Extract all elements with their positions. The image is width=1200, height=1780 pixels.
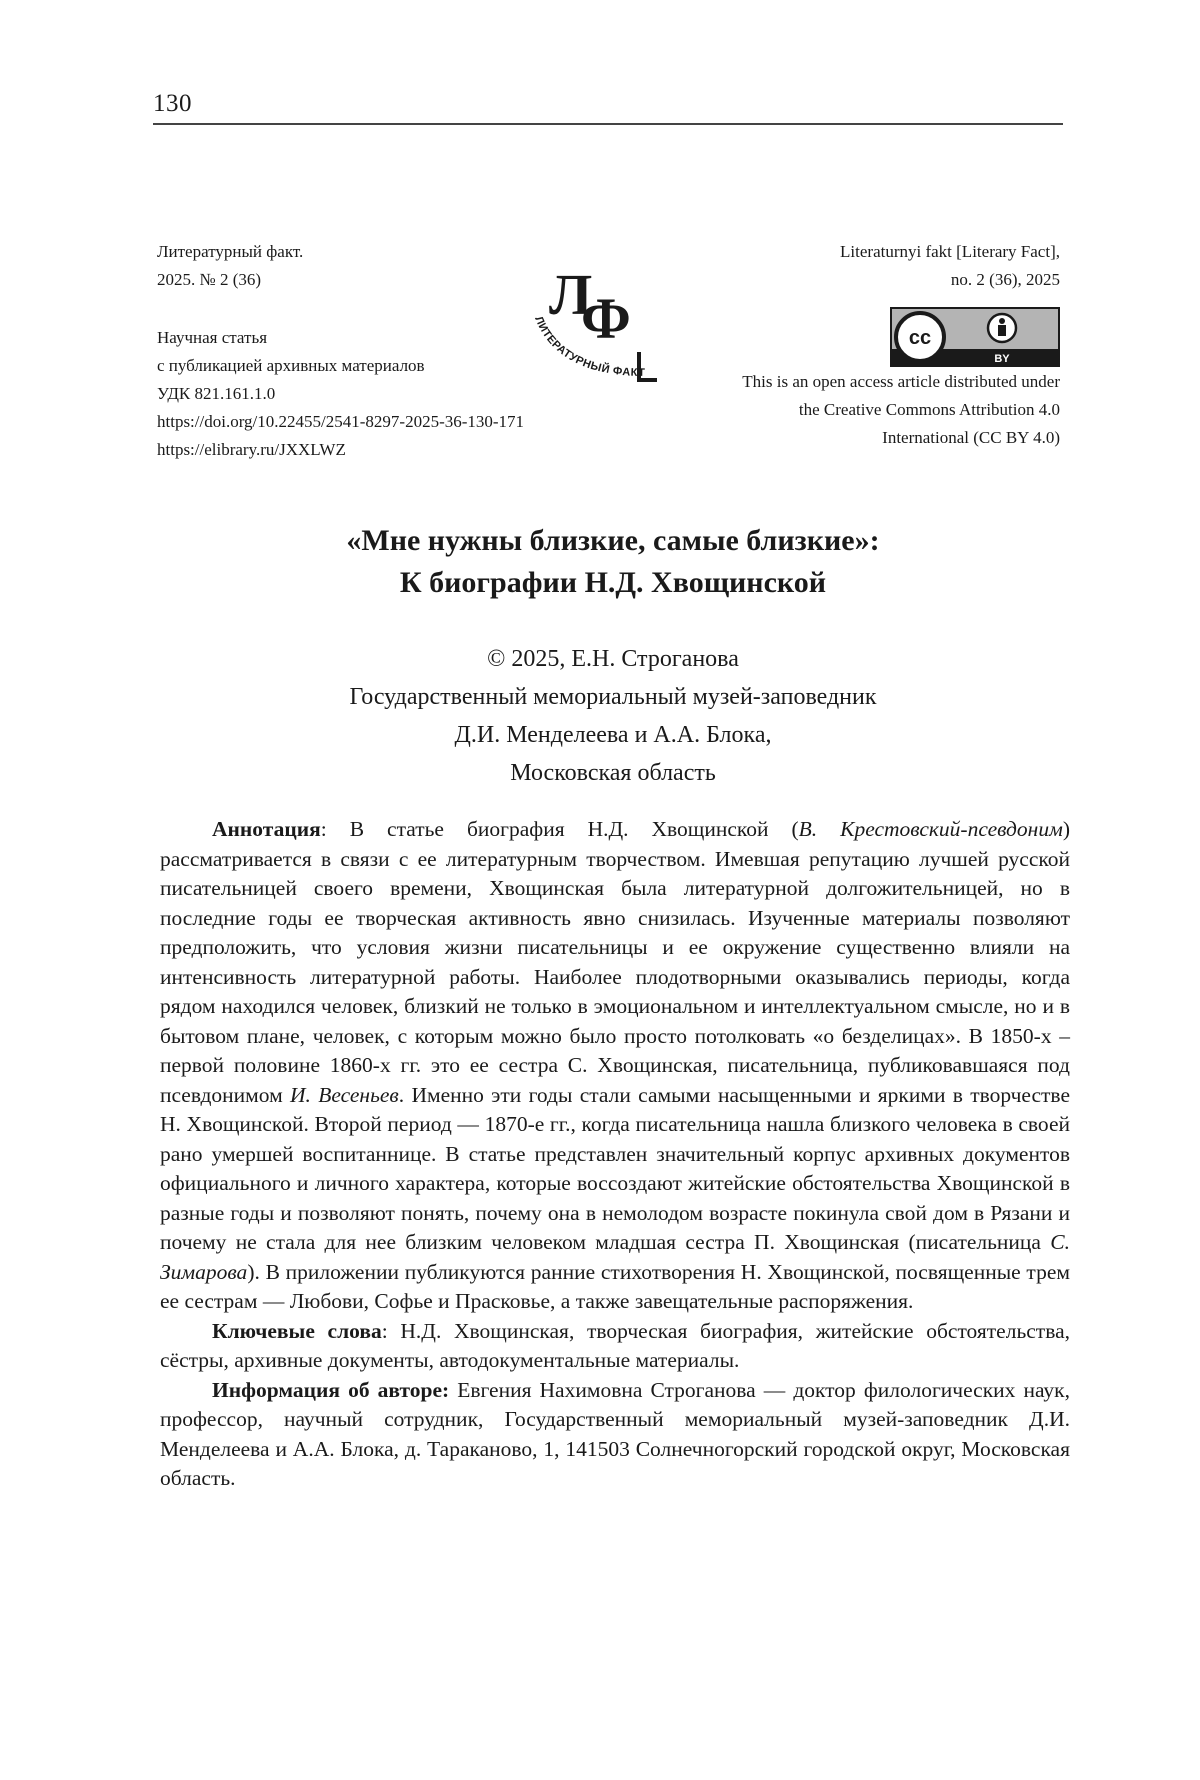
article-type: Научная статья [157,328,268,347]
issue-ru: 2025. № 2 (36) [157,270,262,289]
license-text: This is an open access article distributed under the Creative Commons Attribution 4.0 International (CC BY 4.0) [742,372,1060,447]
meta-right [640,238,1060,294]
abstract-paragraph: Аннотация: В статье биография Н.Д. Хвощинской (В. Крестовский-псевдоним) рассматривается в связи с ее литературным творчеством. Имевшая репутацию лучшей русской писательницей своего времени, Хвощинская была литературной долгожительницей, но в последние годы ее творческая активность явно снизилась. Изученные материалы позволяют предположить, что условия жизни писательницы и ее окружение существенно влияли на интенсивность литературной работы. Наиболее плодотворными оказывались периоды, когда рядом находился человек, близкий не только в эмоциональном и интеллектуальном смысле, но и в бытовом плане, человек, с которым можно было просто потолковать «о безделицах». В 1850-х – первой половине 1860-х гг. это ее сестра С. Хвощинская, писательница, публиковавшаяся под псевдонимом И. Весеньев. Именно эти годы стали самыми насыщенными и яркими в творчестве Н. Хвощинской. Второй период — 1870-е гг., когда писательница нашла близкого человека в своей рано умершей воспитаннице. В статье представлен значительный корпус архивных документов официального и личного характера, которые воссоздают житейские обстоятельства Хвощинской в разные годы и позволяют понять, почему она в немолодом возрасте покинула свой дом в Рязани и почему не стала для нее близким человеком младшая сестра П. Хвощинская (писательница С. Зимарова). В приложении публикуются ранние стихотворения Н. Хвощинской, посвященные трем ее сестрам — Любови, Софье и Прасковье, а также завещательные распоряжения. [160,817,1071,1313]
author-block [0,640,1200,792]
meta-left [157,238,524,464]
abstract-label: Аннотация [212,817,321,841]
article-title [0,520,1200,604]
keywords-paragraph: Ключевые слова: Н.Д. Хвощинская, творческая биография, житейские обстоятельства, сёстры, архивные документы, автодокументальные материалы. [160,1318,1070,1372]
cc-by-badge[interactable] [890,307,1060,367]
elibrary-link[interactable]: https://elibrary.ru/JXXLWZ [157,440,346,459]
header-rule [153,123,1063,125]
cc-label: cc [908,327,932,349]
article-body [160,815,1070,1494]
affiliation-line-3: Московская область [510,760,716,786]
keywords-label: Ключевые слова [212,1318,382,1343]
journal-title-en: Literaturnyi fakt [Literary Fact], [840,242,1060,261]
logo-letter-l: Л [549,262,593,327]
affiliation-line-1: Государственный мемориальный музей-заповедник [349,684,877,710]
issue-en: no. 2 (36), 2025 [950,270,1060,289]
author-info-paragraph: Информация об авторе: Евгения Нахимовна Строганова — доктор филологических наук, профессор, научный сотрудник, Государственный мемориальный музей-заповедник Д.И. Менделеева и А.А. Блока, д. Тараканово, 1, 141503 Солнечногорский городской округ, Московская область. [160,1377,1070,1490]
journal-title-ru: Литературный факт. [157,242,304,261]
logo-letter-f: Ф [581,286,631,351]
logo-arc-text: ЛИТЕРАТУРНЫЙ ФАКТ [532,314,646,380]
doi-link[interactable]: https://doi.org/10.22455/2541-8297-2025-36-130-171 [157,412,525,431]
copyright-author: © 2025, Е.Н. Строганова [487,646,739,672]
article-type-detail: с публикацией архивных материалов [157,356,425,375]
title-line-2: К биографии Н.Д. Хвощинской [399,566,827,599]
author-info-label: Информация об авторе: [212,1377,450,1402]
by-label: BY [994,353,1010,365]
affiliation-line-2: Д.И. Менделеева и А.А. Блока, [454,722,772,748]
udc-code: УДК 821.161.1.0 [157,384,276,403]
title-line-1: «Мне нужны близкие, самые близкие»: [346,524,880,557]
page-number: 130 [153,90,192,117]
